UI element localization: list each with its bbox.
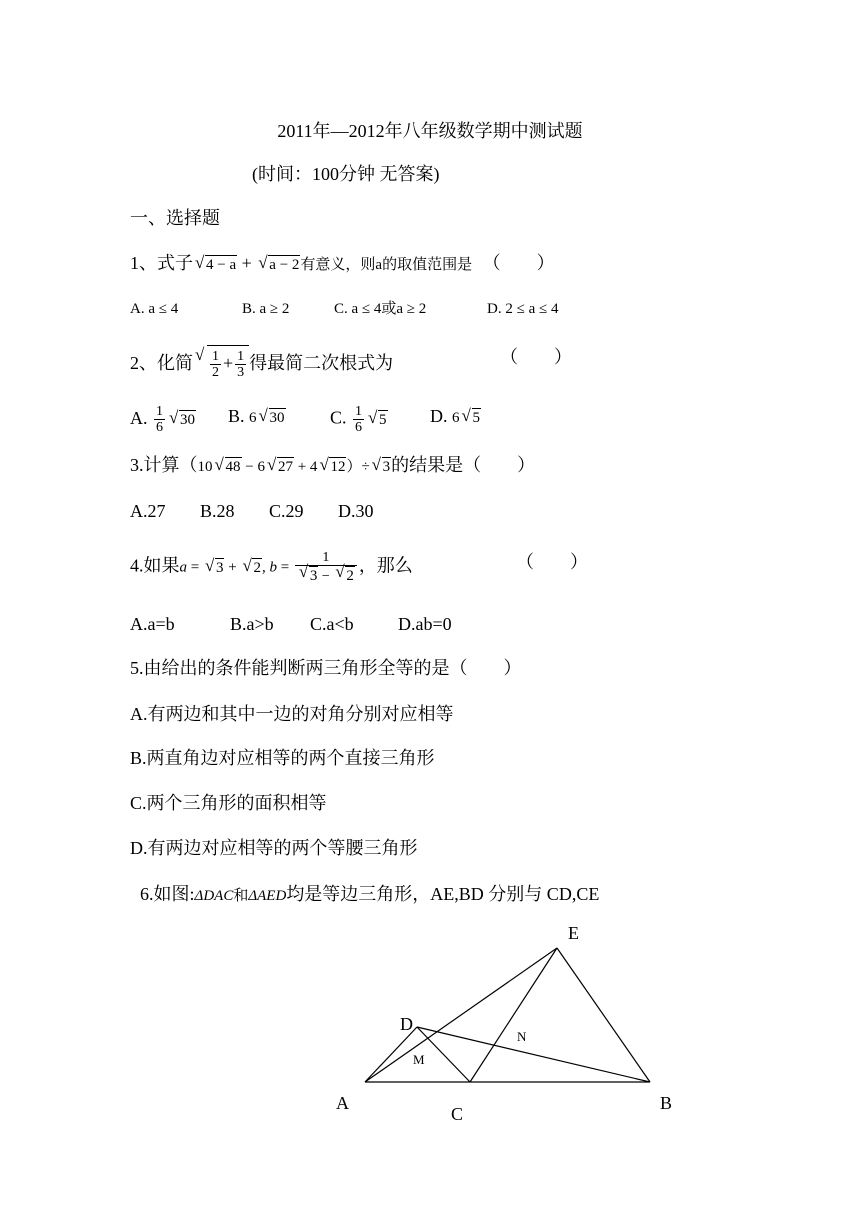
q4-option-d: D.ab=0 xyxy=(398,614,452,634)
q4-option-c: C.a<b xyxy=(310,614,354,634)
q4-options xyxy=(130,612,452,636)
q2-prefix: 2、化简 xyxy=(130,353,193,373)
q3-option-c: C.29 xyxy=(269,501,304,521)
q1-prefix: 1、式子 xyxy=(130,253,193,273)
label-e: E xyxy=(568,923,579,943)
q4-prefix: 4.如果 xyxy=(130,555,180,576)
question-5: 5.由给出的条件能判断两三角形全等的是（ ） xyxy=(130,658,522,678)
q2-sqrt: √ $\frac{1}{2}$ + $\frac{1}{3}$ xyxy=(195,345,249,380)
question-1: 1、式子√ 4 − a + √ a − 2有意义，则a的取值范围是 （ ） xyxy=(130,251,555,277)
q6-prefix: 6.如图: xyxy=(140,884,195,904)
q5-option-b: B.两直角边对应相等的两个直接三角形 xyxy=(130,748,435,768)
segment-ae xyxy=(365,948,557,1082)
question-4: 4.如果a = √ 3 + √ 2, b = 1 √ 3 − √ 2 ，那么 （ ） xyxy=(130,550,413,585)
segment-ec xyxy=(470,948,557,1082)
q3-options xyxy=(130,499,374,523)
exam-subtitle: (时间：100分钟 无答案) xyxy=(252,164,440,184)
q3-prefix: 3.计算（ xyxy=(130,455,198,475)
q6-suffix: 均是等边三角形，AE,BD 分别与 CD,CE xyxy=(286,884,600,904)
q1-option-c: C. a ≤ 4或a ≥ 2 xyxy=(334,301,427,317)
q4-suffix: ，那么 xyxy=(358,555,413,576)
section-heading: 一、选择题 xyxy=(130,208,220,228)
q2-option-b: B. 6√ 30 xyxy=(228,404,286,430)
q4-answer-paren: （ ） xyxy=(516,552,588,572)
q6-triangle-2: ΔAED xyxy=(248,888,287,904)
label-a: A xyxy=(336,1093,349,1113)
q1-suffix: 有意义，则a的取值范围是 xyxy=(300,257,473,273)
segment-eb xyxy=(557,948,650,1082)
q1-sqrt-1: √ 4 − a xyxy=(195,253,237,277)
q2-option-a: A. $\frac{1}{6}$ √ 30 xyxy=(130,408,196,428)
label-n: N xyxy=(517,1029,527,1044)
label-m: M xyxy=(413,1052,425,1067)
question-6: 6.如图:ΔDAC和ΔAED均是等边三角形，AE,BD 分别与 CD,CE xyxy=(140,884,600,904)
label-d: D xyxy=(400,1014,413,1034)
question-2 xyxy=(130,345,572,381)
q4-fraction: 1 √ 3 − √ 2 xyxy=(295,550,357,585)
q4-option-a: A.a=b xyxy=(130,614,175,634)
q2-options xyxy=(130,404,480,435)
q5-option-c: C.两个三角形的面积相等 xyxy=(130,793,327,813)
q2-suffix: 得最简二次根式为 xyxy=(249,353,394,373)
q4-option-b: B.a>b xyxy=(230,614,274,634)
segment-dc xyxy=(417,1027,470,1082)
q5-option-d: D.有两边对应相等的两个等腰三角形 xyxy=(130,838,418,858)
q2-answer-paren: （ ） xyxy=(500,347,572,367)
q5-option-a: A.有两边和其中一边的对角分别对应相等 xyxy=(130,704,454,724)
segment-ad xyxy=(365,1027,417,1082)
q1-options xyxy=(130,297,559,321)
question-3: 3.计算（10√ 48 − 6√ 27 + 4√ 12）÷√ 3的结果是（ ） xyxy=(130,453,535,479)
q3-option-b: B.28 xyxy=(200,501,235,521)
q2-option-c: C. $\frac{1}{6}$ √ 5 xyxy=(330,404,388,435)
page-title: 2011年—2012年八年级数学期中测试题 xyxy=(277,121,583,141)
q2-option-d: D. 6√ 5 xyxy=(430,404,481,430)
q1-option-b: B. a ≥ 2 xyxy=(242,301,290,317)
label-b: B xyxy=(660,1093,673,1113)
q6-triangle-1: ΔDAC xyxy=(194,888,234,904)
segment-db xyxy=(417,1027,650,1082)
q1-option-d: D. 2 ≤ a ≤ 4 xyxy=(487,301,559,317)
q3-suffix: 的结果是（ ） xyxy=(391,455,536,475)
q1-option-a: A. a ≤ 4 xyxy=(130,301,179,317)
q3-option-d: D.30 xyxy=(338,501,374,521)
q1-sqrt-2: √ a − 2 xyxy=(258,253,300,277)
q3-option-a: A.27 xyxy=(130,501,166,521)
q1-answer-paren: （ ） xyxy=(482,253,555,273)
label-c: C xyxy=(451,1104,464,1124)
